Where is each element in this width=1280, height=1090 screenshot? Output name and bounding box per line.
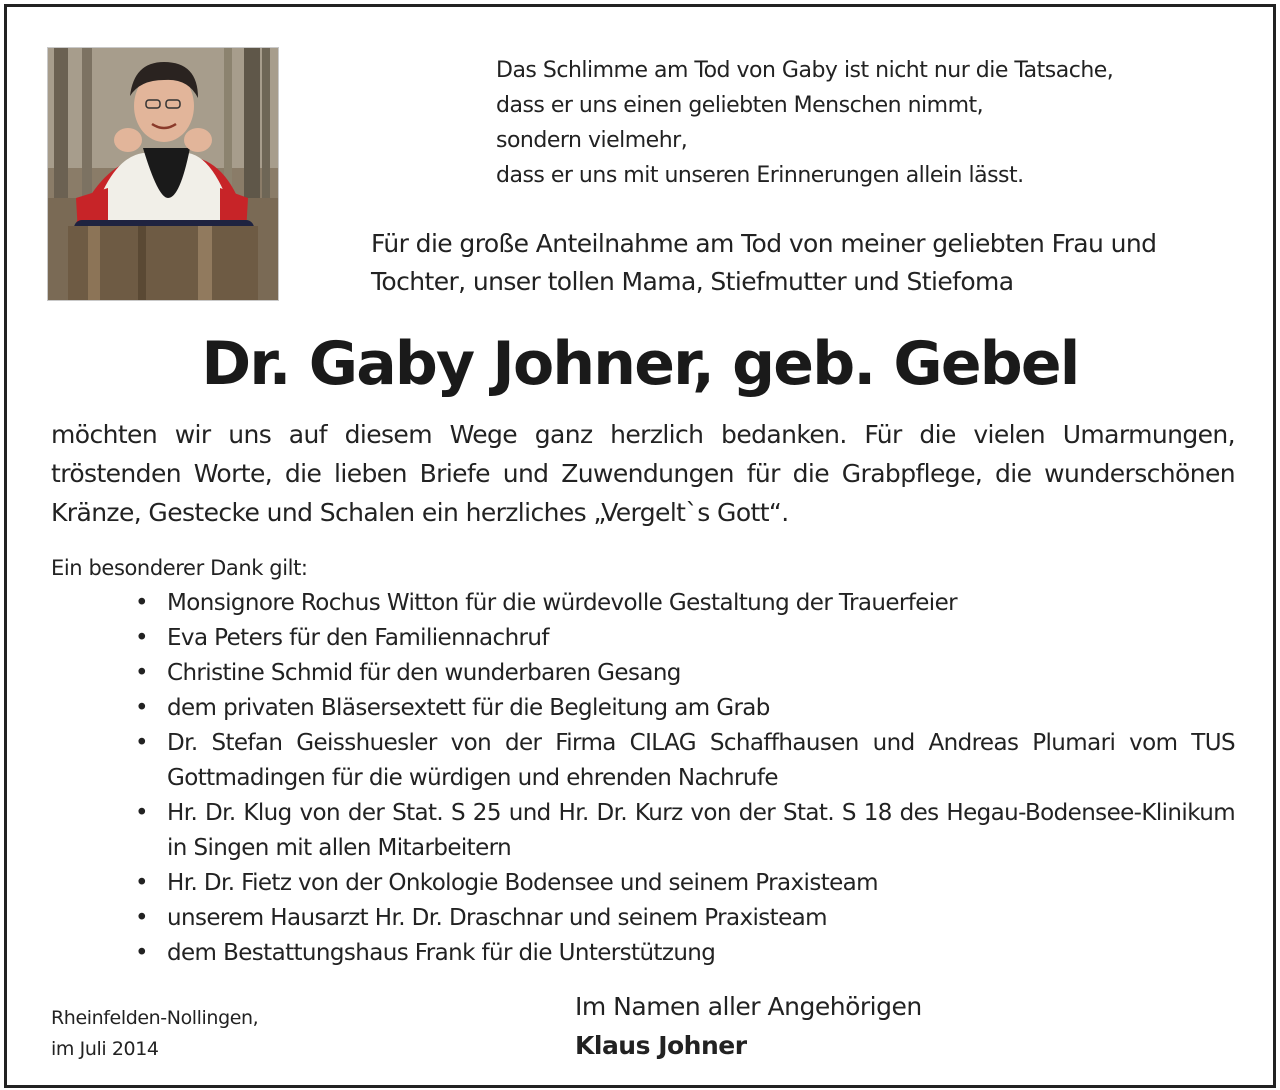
signer-name: Klaus Johner [575, 1031, 747, 1060]
special-thanks-heading: Ein besonderer Dank gilt: [51, 556, 308, 580]
list-item-text: unserem Hausarzt Hr. Dr. Draschnar und seinem Praxisteam [167, 905, 827, 931]
opening-quote [496, 53, 1113, 193]
quote-line: Das Schlimme am Tod von Gaby ist nicht nur die Tatsache, [496, 58, 1114, 83]
bullet-icon: • [135, 730, 148, 756]
quote-line: dass er uns einen geliebten Menschen nimmt, [496, 93, 984, 118]
list-item-text: dem Bestattungshaus Frank für die Unterstützung [167, 940, 716, 966]
date-line: im Juli 2014 [51, 1038, 159, 1060]
signature-intro: Im Namen aller Angehörigen [575, 992, 922, 1021]
list-item-text: Christine Schmid für den wunderbaren Gesang [167, 660, 681, 686]
obituary-card [4, 4, 1276, 1088]
bullet-icon: • [135, 660, 148, 686]
bullet-icon: • [135, 625, 148, 651]
list-item-text: Hr. Dr. Fietz von der Onkologie Bodensee und seinem Praxisteam [167, 870, 878, 896]
portrait-photo [47, 47, 279, 301]
quote-line: sondern vielmehr, [496, 128, 688, 153]
intro-line: Tochter, unser tollen Mama, Stiefmutter und Stiefoma [371, 267, 1014, 296]
portrait-image [48, 48, 278, 300]
list-item [129, 656, 1235, 691]
quote-line: dass er uns mit unseren Erinnerungen allein lässt. [496, 163, 1024, 188]
list-item [129, 621, 1235, 656]
list-item-text: Eva Peters für den Familiennachruf [167, 625, 549, 651]
bullet-icon: • [135, 870, 148, 896]
list-item [129, 691, 1235, 726]
signature-block [575, 987, 922, 1065]
list-item [129, 901, 1235, 936]
intro-text [371, 225, 1156, 301]
list-item-text: Hr. Dr. Klug von der Stat. S 25 und Hr. Dr. Kurz von der Stat. S 18 des Hegau-Bodensee-Klinikum in Singen mit allen Mitarbeitern [167, 800, 1235, 861]
deceased-name: Dr. Gaby Johner, geb. Gebel [201, 329, 1079, 399]
list-item [129, 866, 1235, 901]
bullet-icon: • [135, 800, 148, 826]
list-item [129, 936, 1235, 971]
intro-line: Für die große Anteilnahme am Tod von meiner geliebten Frau und [371, 229, 1157, 258]
list-item [129, 726, 1235, 796]
bullet-icon: • [135, 590, 148, 616]
bullet-icon: • [135, 905, 148, 931]
list-item-text: Monsignore Rochus Witton für die würdevolle Gestaltung der Trauerfeier [167, 590, 957, 616]
place-line: Rheinfelden-Nollingen, [51, 1007, 259, 1029]
bullet-icon: • [135, 695, 148, 721]
special-thanks-list [129, 586, 1235, 971]
list-item [129, 796, 1235, 866]
list-item [129, 586, 1235, 621]
list-item-text: Dr. Stefan Geisshuesler von der Firma CILAG Schaffhausen und Andreas Plumari vom TUS Gottmadingen für die würdigen und ehrenden Nachrufe [167, 730, 1235, 791]
bullet-icon: • [135, 940, 148, 966]
place-date [51, 1003, 258, 1065]
thanks-paragraph: möchten wir uns auf diesem Wege ganz herzlich bedanken. Für die vielen Umarmungen, tröstenden Worte, die lieben Briefe und Zuwendungen für die Grabpflege, die wunderschönen Kränze, Gestecke und Schalen ein herzliches „Vergelt`s Gott“. [51, 420, 1235, 527]
list-item-text: dem privaten Bläsersextett für die Begleitung am Grab [167, 695, 770, 721]
